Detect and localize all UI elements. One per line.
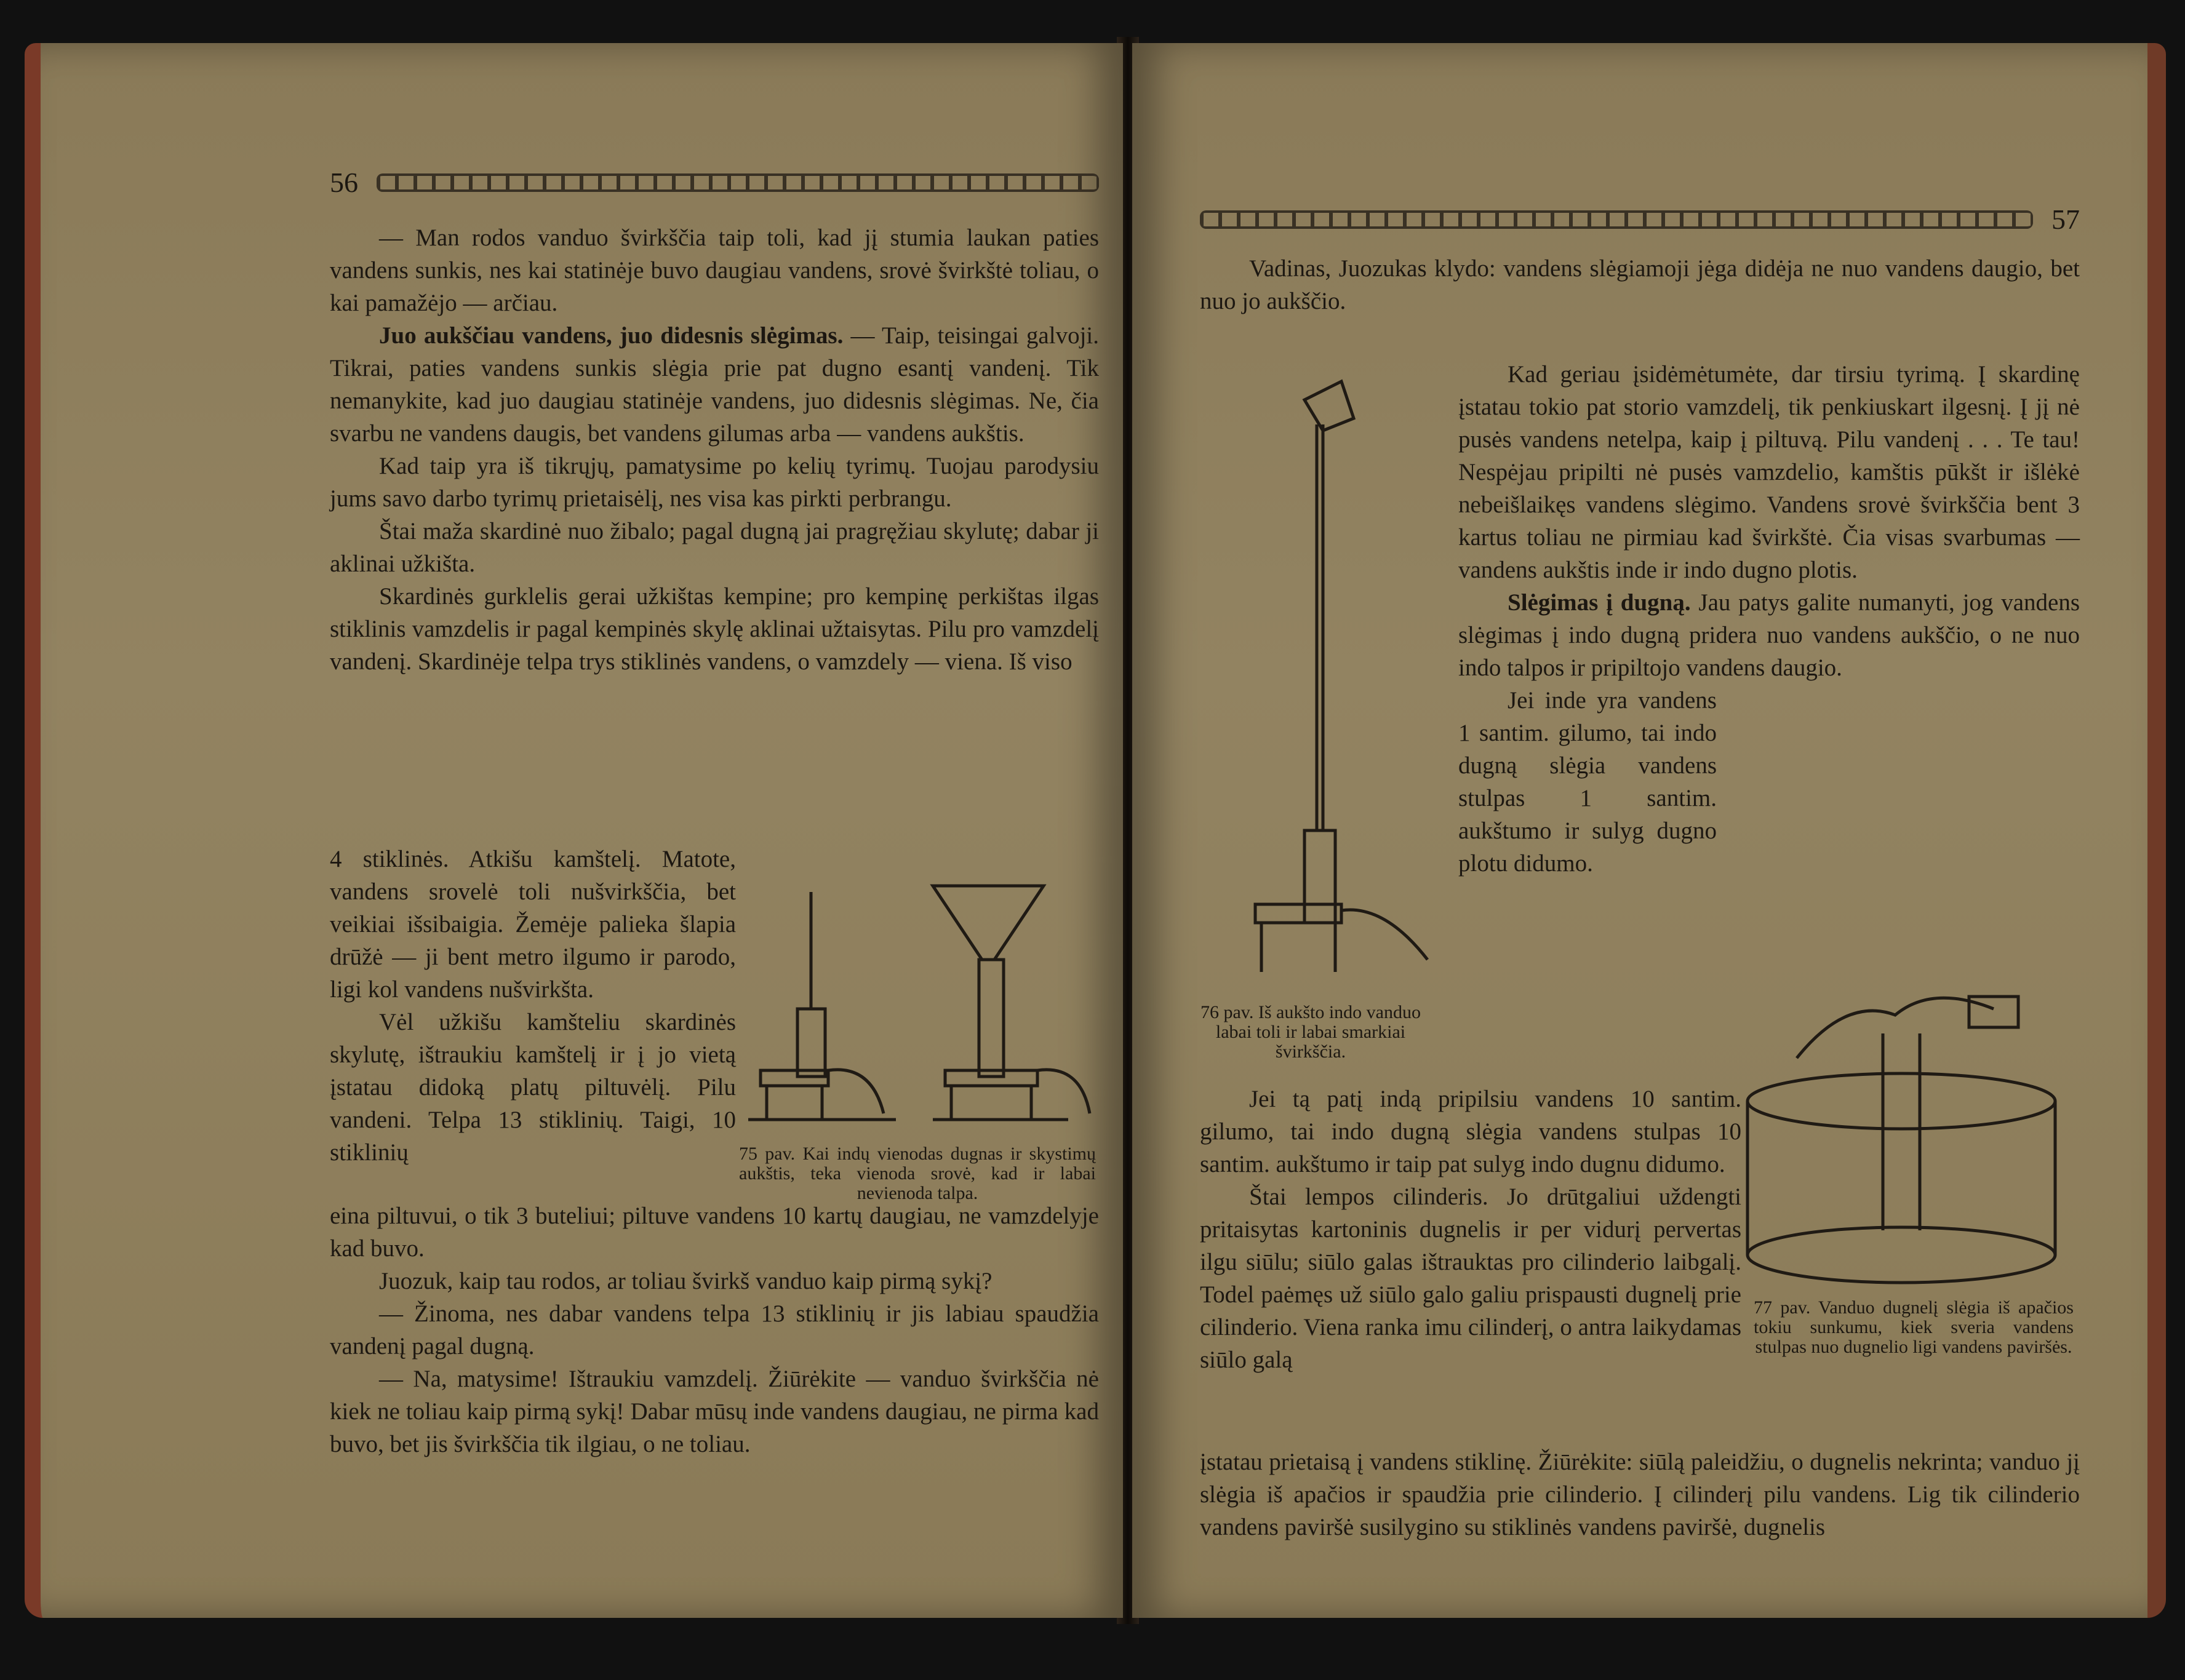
- paragraph: — Žinoma, nes dabar vandens telpa 13 stiklinių ir jis labiau spaudžia vandenį pagal dugną.: [330, 1300, 1099, 1360]
- paragraph: eina piltuvui, o tik 3 buteliui; piltuve vandens 10 kartų daugiau, ne vamzdelyje kad buvo.: [330, 1203, 1099, 1262]
- left-page-number: 56: [330, 167, 358, 198]
- bold-heading: Slėgimas į dugną.: [1508, 589, 1691, 616]
- left-page: [25, 43, 1123, 1618]
- bold-heading: Juo aukščiau vandens, juo didesnis slėgimas.: [379, 322, 844, 349]
- figure-75: [736, 867, 1105, 1126]
- right-running-head: [1200, 203, 2080, 236]
- right-text-bottom: [1200, 1446, 2080, 1543]
- paragraph: Slėgimas į dugną. Jau patys galite numanyti, jog vandens slėgimas į indo dugną pridera nuo vandens aukščio, o ne nuo indo talpos ir pripiltojo vandens daugio.: [1458, 589, 2080, 681]
- figure-77-caption: 77 pav. Vanduo dugnelį slėgia iš apačios tokiu sunkumu, kiek sveria vandens stulpas nuo dugnelio ligi vandens paviršės.: [1754, 1297, 2074, 1357]
- right-text-wrap: [1458, 358, 2080, 880]
- paragraph: 4 stiklinės. Atkišu kamštelį. Matote, vandens srovelė toli nušvirkščia, bet veikiai išsibaigia. Žemėje palieka šlapia drūžė — ji bent metro ilgumo ir parodo, ligi kol vandens nušvirkšta.: [330, 846, 736, 1003]
- figure-77: [1723, 960, 2074, 1304]
- paragraph: Juozuk, kaip tau rodos, ar toliau švirkš vanduo kaip pirmą sykį?: [379, 1268, 993, 1294]
- paragraph: Kad taip yra iš tikrųjų, pamatysime po kelių tyrimų. Tuojau parodysiu jums savo darbo tyrimų prietaisėlį, nes visa kas pirkti perbrangu.: [330, 453, 1099, 512]
- left-text-top: [330, 221, 1099, 678]
- figure-75-caption: 75 pav. Kai indų vienodas dugnas ir skystimų aukštis, teka vienoda srovė, kad ir labai nevienoda talpa.: [739, 1144, 1096, 1203]
- paragraph: Vėl užkišu kamšteliu skardinės skylutę, ištraukiu kamštelį ir į jo vietą įstatau didoką platų piltuvėlį. Pilu vandeni. Telpa 13 stiklinių. Taigi, 10 stiklinių: [330, 1009, 736, 1166]
- figure-76-caption: 76 pav. Iš aukšto indo vanduo labai toli ir labai smarkiai švirkščia.: [1200, 1002, 1421, 1062]
- right-page-number: 57: [2051, 204, 2080, 235]
- left-text-wrap: [330, 843, 736, 1169]
- paragraph: — Man rodos vanduo švirkščia taip toli, kad jį stumia laukan paties vandens sunkis, nes kai statinėje buvo daugiau vandens, srovė švirkštė toliau, o kai pamažėjo — arčiau.: [330, 225, 1099, 316]
- ornament-chain: [377, 173, 1099, 192]
- paragraph: Jei tą patį indą pripilsiu vandens 10 santim. gilumo, tai indo dugną slėgia vandens stulpas 10 santim. aukštumo ir taip pat sulyg indo dugnu didumo.: [1200, 1086, 1741, 1177]
- right-text-mid: [1200, 1083, 1741, 1376]
- right-text-top: [1200, 252, 2080, 317]
- paragraph: Jei inde yra vandens 1 santim. gilumo, tai indo dugną slėgia vandens stulpas 1 santim. aukštumo ir sulyg dugno plotu didumo.: [1458, 687, 1717, 877]
- left-text-bottom: [330, 1200, 1099, 1460]
- paragraph: Štai lempos cilinderis. Jo drūtgaliui uždengti pritaisytas kartoninis dugnelis ir per vidurį pervertas ilgu siūlu; siūlo galas ištrauktas pro cilinderio laibgalį. Todel paėmęs už siūlo galo galiu prispausti dugnelį prie cilinderio. Viena ranka imu cilinderį, o antra laikydamas siūlo galą: [1200, 1184, 1741, 1373]
- paragraph: Kad geriau įsidėmėtumėte, dar tirsiu tyrimą. Į skardinę įstatau tokio pat storio vamzdelį, tik penkiuskart ilgesnį. Į jį nė pusės vandens netelpa, kaip į piltuvą. Pilu vandenį . . . Te tau! Nespėjau pripilti nė pusės vamzdelio, kamštis pūkšt ir išlėkė nebeišlaikęs vandens slėgimo. Vandens srovė švirkščia bent 3 kartus toliau ne pirmiau kad švirkštė. Čia visas svarbumas — vandens aukštis inde ir indo dugno plotis.: [1458, 361, 2080, 583]
- paragraph: Štai maža skardinė nuo žibalo; pagal dugną jai pragręžiau skylutę; dabar ji aklinai užkišta.: [330, 518, 1099, 577]
- right-page: [1132, 43, 2166, 1618]
- paragraph: įstatau prietaisą į vandens stiklinę. Žiūrėkite: siūlą paleidžiu, o dugnelis nekrinta; vanduo jį slėgia iš apačios ir spaudžia prie cilinderio. Į cilinderį pilu vandens. Lig tik cilinderio vandens paviršė susilygino su stiklinės vandens paviršė, dugnelis: [1200, 1449, 2080, 1540]
- ornament-chain: [1200, 210, 2033, 229]
- left-running-head: [330, 166, 1099, 199]
- paragraph: Juo aukščiau vandens, juo didesnis slėgimas. — Taip, teisingai galvoji. Tikrai, paties vandens sunkis slėgia prie pat dugno esantį vandenį. Tik nemanykite, kad juo daugiau statinėje vandens, juo didesnis slėgimas. Ne, čia svarbu ne vandens daugis, bet vandens gilumas arba — vandens aukštis.: [330, 322, 1100, 447]
- figure-76: [1200, 351, 1434, 978]
- paragraph: Vadinas, Juozukas klydo: vandens slėgiamoji jėga didėja ne nuo vandens daugio, bet nuo jo aukščio.: [1200, 255, 2080, 314]
- paragraph: — Na, matysime! Ištraukiu vamzdelį. Žiūrėkite — vanduo švirkščia nė kiek ne toliau kaip pirmą sykį! Dabar mūsų inde vandens daugiau, ne pirma kad buvo, bet jis švirkščia tik ilgiau, o ne toliau.: [330, 1366, 1099, 1457]
- paragraph: Skardinės gurklelis gerai užkištas kempine; pro kempinę perkištas ilgas stiklinis vamzdelis ir pagal kempinės skylę aklinai užtaisytas. Pilu pro vamzdelį vandenį. Skardinėje telpa trys stiklinės vandens, o vamzdely — viena. Iš viso: [330, 583, 1099, 675]
